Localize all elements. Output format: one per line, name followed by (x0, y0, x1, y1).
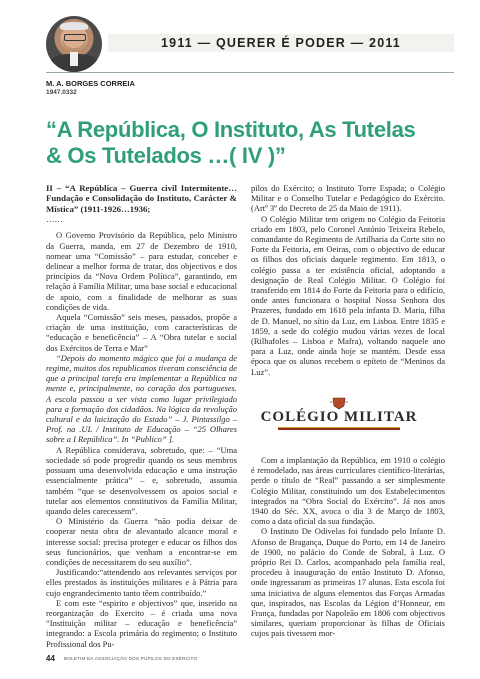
section-heading: II – “A República – Guerra civil Intermitente… Fundação e Consolidação do Instituto, Carácter & Mística” (1911-1926…1936; (46, 183, 237, 214)
author-photo (46, 16, 102, 72)
paragraph: O Ministério da Guerra “não podia deixar de cooperar nesta obra de alevantado alcance moral e interesse social: precisa proteger e educar os filhos dos seus funcionários, que venham a encontrar-se em condições de necessitarem do seu auxílio”. (46, 516, 237, 567)
paragraph: O Governo Provisório da República, pelo Ministro da Guerra, manda, em 27 de Dezembro de 1910, nomear uma “Comissão” – para estudar, conceber e delinear a melhor forma de tratar, dos objectivos e dos princípios da “Nova Ordem Política”, garantindo, em relação à Família Militar, uma base social e educacional de apoio, com a finalidade de melhorar as suas condições de vida. (46, 230, 237, 312)
author-id: 1947.0332 (46, 89, 77, 96)
ellipsis: …… (46, 214, 63, 225)
paragraph: A República considerava, sobretudo, que: – “Uma sociedade só pode progredir quando os seus membros possuam uma desenvolvida educação e uma instrução essencialmente prática” – e, sobretudo, assumia também “que se desenvolvessem os apoios social e tutelar aos elementos constitutivos da Família Militar, quando deles carecessem”. (46, 444, 237, 516)
column-right-top (251, 183, 445, 377)
header-band-title: 1911 — QUERER É PODER — 2011 (161, 36, 401, 50)
column-right-bottom (251, 455, 445, 639)
paragraph: O Instituto De Odivelas foi fundado pelo Infante D. Afonso de Bragança, Duque do Porto, em 14 de Janeiro de 1900, no palácio do Conde de Sobral, à Luz. O próprio Rei D. Carlos, acompanhado pela família real, procedeu à inauguração do então Instituto D. Afonso, onde ingressaram as primeiras 17 alunas. Esta escola foi uma iniciativa de alguns elementos das Forças Armadas que, inspirados, nas Escolas da Légion d’Honneur, em França, fundadas por Napoleão em 1806 com objectivos similares, queriam proporcionar às filhas de Oficiais cujos pais tivessem mor- (251, 526, 445, 639)
paragraph: E com este “espirito e objectivos” que, inserido na reorganização do Exercito – é criada uma nova “Instituição militar – educação e beneficência” integrando: a Escola primária do regimento; o Instituto Profissional dos Pu- (46, 597, 237, 649)
article-title-line-2: & Os Tutelados …( IV )” (46, 143, 286, 168)
column-left (46, 183, 237, 649)
paragraph: pilos do Exército; o Instituto Torre Espada; o Colégio Militar e o Conselho Tutelar e Pedagógico do Exército. (Artº 3º do Decreto de 25 da Maio de 1911). (251, 183, 445, 214)
paragraph: O Colégio Militar tem origem no Colégio da Feitoria criado em 1803, pelo Coronel António Teixeira Rebelo, comandante do Regimento de Artilharia da Corte sito no Forte da Feitoria, em Oeiras, com o objectivo de educar os filhos dos oficiais daquele regimento. Em 1813, o colégio passa a ter existência oficial, adoptando a designação de Real Colégio Militar. O Colégio foi transferido em 1814 do Forte da Feitoria para o edifício, onde antes funcionara o hospital Nossa Senhora dos Prazeres, fundado em 1618 pela infanta D. Maria, filha de D. Manuel, no sítio da Luz, em Lisboa. Entre 1835 e 1859, a sede do colégio mudou várias vezes de local (Rilhafoles – Lisboa e Mafra), voltando naquele ano para a Luz, onde ainda hoje se mantém. Desde essa época que os alunos recebem o epíteto de “Meninos da Luz”. (251, 213, 445, 377)
publication-name: BOLETIM DA ASSOCIAÇÃO DOS PUPILOS DO EXÉRCITO (64, 656, 198, 661)
header-divider (46, 72, 454, 73)
logo-text: COLÉGIO MILITAR (260, 409, 418, 425)
paragraph: Justificando:“attendendo aos relevantes serviços por elles prestados às instituições militares e à Pátria para cujo engrandecimento tanto têem contribuído.” (46, 567, 237, 598)
page-number: 44 (46, 654, 55, 663)
paragraph: Aquela “Comissão” seis meses, passados, propõe a criação de uma instituição, com características de “educação e beneficência” – A “Obra tutelar e social dos Exércitos de Terra e Mar” (46, 312, 237, 353)
quote-paragraph: “Depois do momento mágico que foi a mudança de regime, muitos dos republicanos tiveram consciência de que a principal tarefa era implementar a República na mente e, principalmente, no coração dos portugueses. A escola passou a ser vista como lugar privilegiado para a formação dos cidadãos. Na lógica da revolução cultural e da laicização do Estado” – J. Pintassilgo – Prof. na .UL / Instituto de Educação – “25 Olhares sobre a I República”. In “Publico” ]. (46, 352, 237, 445)
article-title-line-1: “A República, O Instituto, As Tutelas (46, 117, 416, 142)
author-name: M. A. BORGES CORREIA (46, 79, 135, 88)
paragraph: Com a implantação da República, em 1910 o colégio é remodelado, nas áreas curriculares científico-literárias, perde o título de “Real” passando a ser simplesmente Colégio Militar, constituindo um dos Estabelecimentos integrados na “Obra Social do Exército”. Já nos anos 1940 do Séc. XX, avoca o dia 3 de Março de 1803, como a data oficial da sua fundação. (251, 455, 445, 527)
